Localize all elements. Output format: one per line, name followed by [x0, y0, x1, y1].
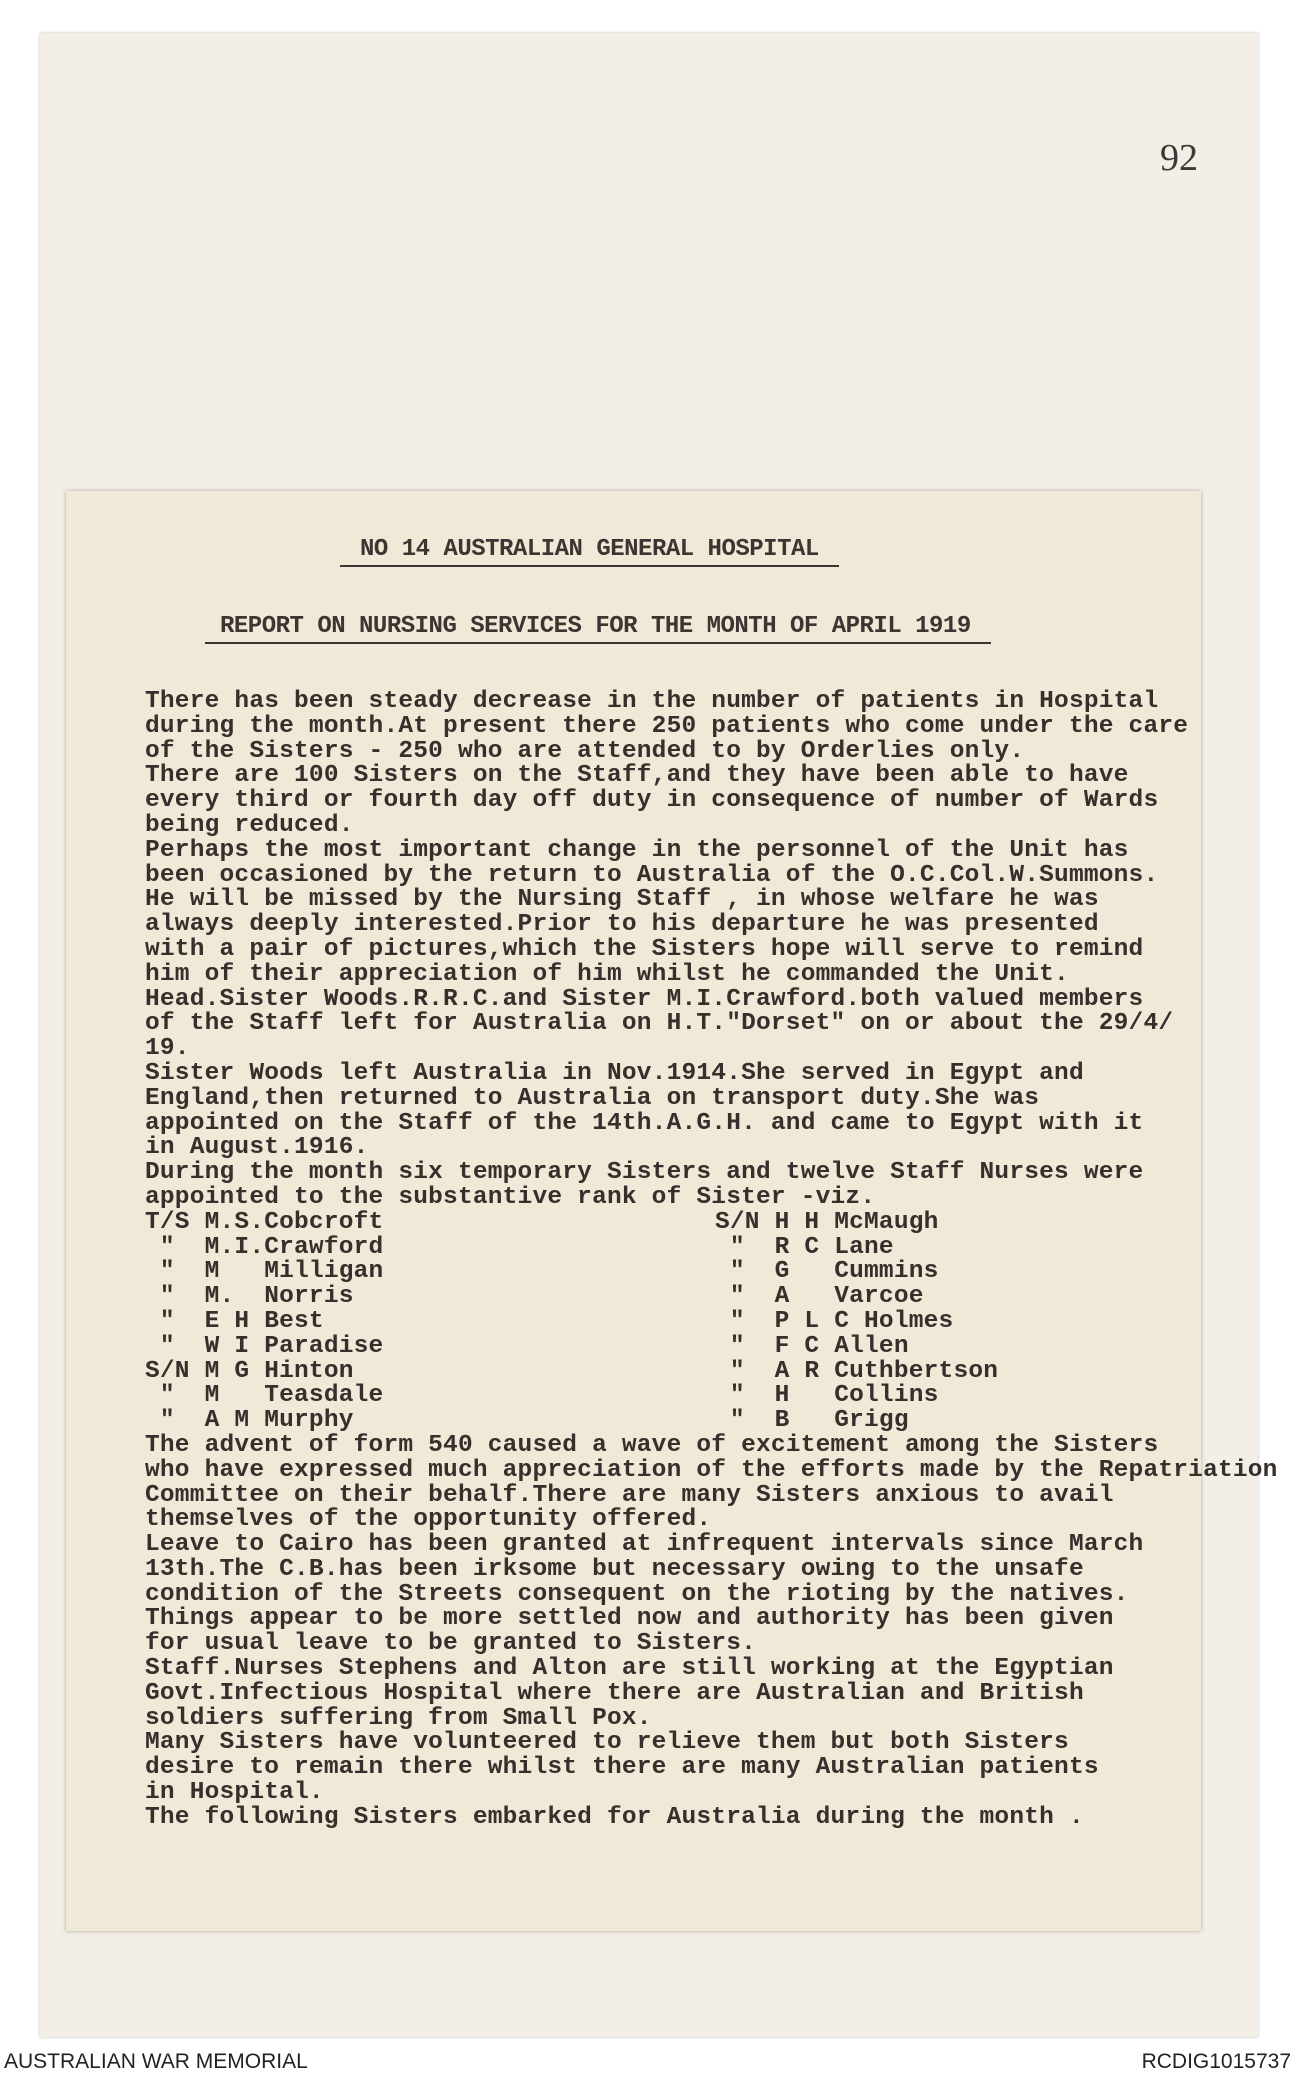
text-line: in Hospital. — [145, 1779, 324, 1807]
body-paragraphs-after-list — [145, 1431, 1278, 1831]
text-line: 13th.The C.B.has been irksome but necessary owing to the unsafe — [145, 1555, 1084, 1583]
footer-institution: AUSTRALIAN WAR MEMORIAL — [4, 2050, 308, 2073]
text-line: Govt.Infectious Hospital where there are Australian and British — [145, 1679, 1084, 1707]
footer-record-id: RCDIG1015737 — [1141, 2050, 1291, 2073]
text-line: condition of the Streets consequent on the rioting by the natives. — [145, 1580, 1129, 1608]
text-line: every third or fourth day off duty in consequence of number of Wards — [145, 787, 1159, 815]
list-left-column — [145, 1208, 715, 1435]
text-line: of the Staff left for Australia on H.T."Dorset" on or about the 29/4/ — [145, 1010, 1174, 1038]
list-item: " G Cummins — [715, 1258, 939, 1286]
text-line: 19. — [145, 1035, 190, 1063]
report-body — [145, 688, 1278, 1831]
text-line: in August.1916. — [145, 1134, 369, 1162]
text-line: for usual leave to be granted to Sisters. — [145, 1630, 756, 1658]
list-item: " A R Cuthbertson — [715, 1357, 999, 1385]
list-item: " R C Lane — [715, 1233, 894, 1261]
text-line: of the Sisters - 250 who are attended to by Orderlies only. — [145, 737, 1025, 765]
list-item: " B Grigg — [715, 1407, 909, 1435]
text-line: The advent of form 540 caused a wave of excitement among the Sisters — [145, 1431, 1159, 1459]
report-subtitle: REPORT ON NURSING SERVICES FOR THE MONTH OF APRIL 1919 — [205, 613, 991, 644]
list-item: " H Collins — [715, 1382, 939, 1410]
text-line: themselves of the opportunity offered. — [145, 1506, 712, 1534]
text-line: He will be missed by the Nursing Staff , in whose welfare he was — [145, 886, 1099, 914]
text-line: with a pair of pictures,which the Sisters hope will serve to remind — [145, 935, 1144, 963]
list-item: T/S M.S.Cobcroft — [145, 1208, 384, 1236]
list-item: " M.I.Crawford — [145, 1233, 384, 1261]
text-line: desire to remain there whilst there are many Australian patients — [145, 1754, 1099, 1782]
text-line: Committee on their behalf.There are many Sisters anxious to avail — [145, 1481, 1114, 1509]
text-line: always deeply interested.Prior to his departure he was presented — [145, 911, 1099, 939]
text-line: been occasioned by the return to Australia of the O.C.Col.W.Summons. — [145, 861, 1159, 889]
text-line: him of their appreciation of him whilst he commanded the Unit. — [145, 960, 1069, 988]
text-line: soldiers suffering from Small Pox. — [145, 1704, 652, 1732]
list-item: " W I Paradise — [145, 1332, 384, 1360]
list-right-column — [715, 1208, 1175, 1435]
text-line: England,then returned to Australia on transport duty.She was — [145, 1084, 1040, 1112]
text-line: Perhaps the most important change in the personnel of the Unit has — [145, 836, 1129, 864]
text-line: There has been steady decrease in the number of patients in Hospital — [145, 688, 1159, 715]
text-line: Sister Woods left Australia in Nov.1914.She served in Egypt and — [145, 1059, 1084, 1087]
text-line: being reduced. — [145, 811, 354, 839]
report-title: NO 14 AUSTRALIAN GENERAL HOSPITAL — [340, 536, 839, 567]
text-line: Staff.Nurses Stephens and Alton are still working at the Egyptian — [145, 1655, 1114, 1683]
list-item: " E H Best — [145, 1307, 324, 1335]
text-line: appointed on the Staff of the 14th.A.G.H. and came to Egypt with it — [145, 1109, 1144, 1137]
text-line: Many Sisters have volunteered to relieve them but both Sisters — [145, 1729, 1069, 1757]
text-line: Head.Sister Woods.R.R.C.and Sister M.I.Crawford.both valued members — [145, 985, 1144, 1013]
appointments-list — [145, 1208, 1205, 1435]
list-item: " F C Allen — [715, 1332, 909, 1360]
page-number: 92 — [1160, 137, 1198, 179]
text-line: Things appear to be more settled now and authority has been given — [145, 1605, 1114, 1633]
list-item: " P L C Holmes — [715, 1307, 954, 1335]
text-line: During the month six temporary Sisters and twelve Staff Nurses were — [145, 1159, 1144, 1187]
text-line: The following Sisters embarked for Australia during the month . — [145, 1803, 1084, 1831]
list-item: " M. Norris — [145, 1283, 354, 1311]
list-item: " A Varcoe — [715, 1283, 924, 1311]
list-item: S/N M G Hinton — [145, 1357, 354, 1385]
text-line: who have expressed much appreciation of the efforts made by the Repatriation — [145, 1456, 1278, 1484]
text-line: during the month.At present there 250 patients who come under the care — [145, 712, 1189, 740]
text-line: There are 100 Sisters on the Staff,and they have been able to have — [145, 762, 1129, 790]
text-line: Leave to Cairo has been granted at infrequent intervals since March — [145, 1531, 1144, 1559]
list-item: " A M Murphy — [145, 1407, 354, 1435]
text-line: appointed to the substantive rank of Sister -viz. — [145, 1183, 876, 1211]
list-item: S/N H H McMaugh — [715, 1208, 939, 1236]
body-paragraphs-before-list — [145, 690, 1205, 1211]
list-item: " M Milligan — [145, 1258, 384, 1286]
list-item: " M Teasdale — [145, 1382, 384, 1410]
